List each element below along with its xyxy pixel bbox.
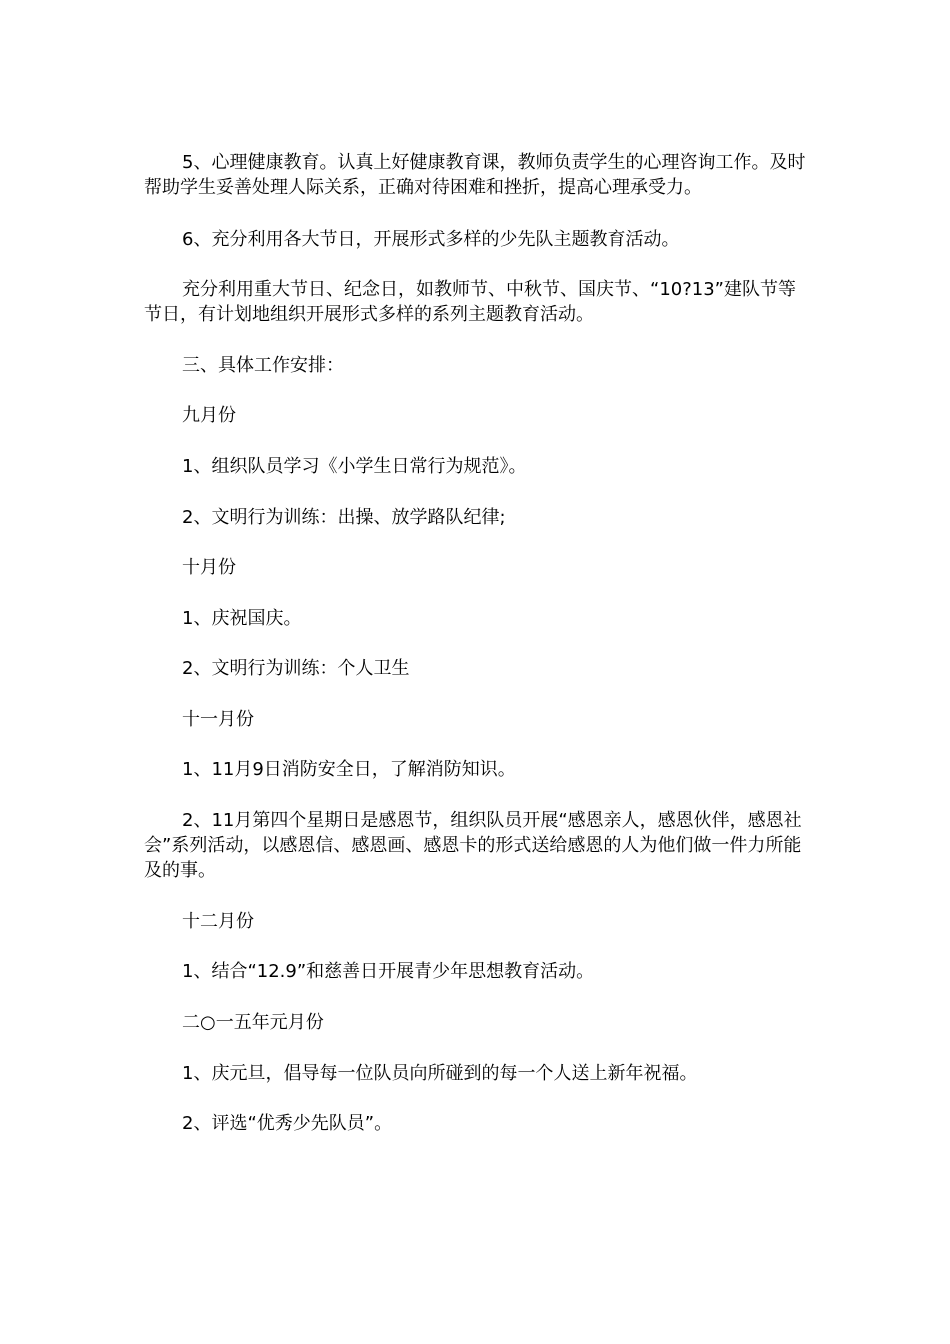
section-heading-schedule: 三、具体工作安排： <box>182 355 344 376</box>
paragraph-festival-activities: 6、充分利用各大节日，开展形式多样的少先队主题教育活动。 <box>182 229 680 250</box>
month-heading-november: 十一月份 <box>182 709 254 730</box>
september-item-1: 1、组织队员学习《小学生日常行为规范》。 <box>182 456 527 477</box>
month-heading-december: 十二月份 <box>182 911 254 932</box>
paragraph-mental-health: 5、心理健康教育。认真上好健康教育课，教师负责学生的心理咨询工作。及时帮助学生妥善处理人际关系，正确对待困难和挫折，提高心理承受力。 <box>144 152 806 198</box>
january-item-1: 1、庆元旦，倡导每一位队员向所碰到的每一个人送上新年祝福。 <box>182 1063 698 1084</box>
paragraph-festival-details: 充分利用重大节日、纪念日，如教师节、中秋节、国庆节、“10?13”建队节等节日，有计划地组织开展形式多样的系列主题教育活动。 <box>144 279 797 325</box>
october-item-1: 1、庆祝国庆。 <box>182 608 302 629</box>
month-heading-september: 九月份 <box>182 405 236 426</box>
november-item-2: 2、11月第四个星期日是感恩节，组织队员开展“感恩亲人，感恩伙伴，感恩社会”系列活动，以感恩信、感恩画、感恩卡的形式送给感恩的人为他们做一件力所能及的事。 <box>144 810 802 881</box>
january-item-2: 2、评选“优秀少先队员”。 <box>182 1113 393 1134</box>
november-item-1: 1、11月9日消防安全日，了解消防知识。 <box>182 759 516 780</box>
september-item-2: 2、文明行为训练：出操、放学路队纪律; <box>182 507 506 528</box>
month-heading-october: 十月份 <box>182 557 236 578</box>
december-item-1: 1、结合“12.9”和慈善日开展青少年思想教育活动。 <box>182 961 595 982</box>
month-heading-january: 二○一五年元月份 <box>182 1012 324 1033</box>
october-item-2: 2、文明行为训练：个人卫生 <box>182 658 410 679</box>
